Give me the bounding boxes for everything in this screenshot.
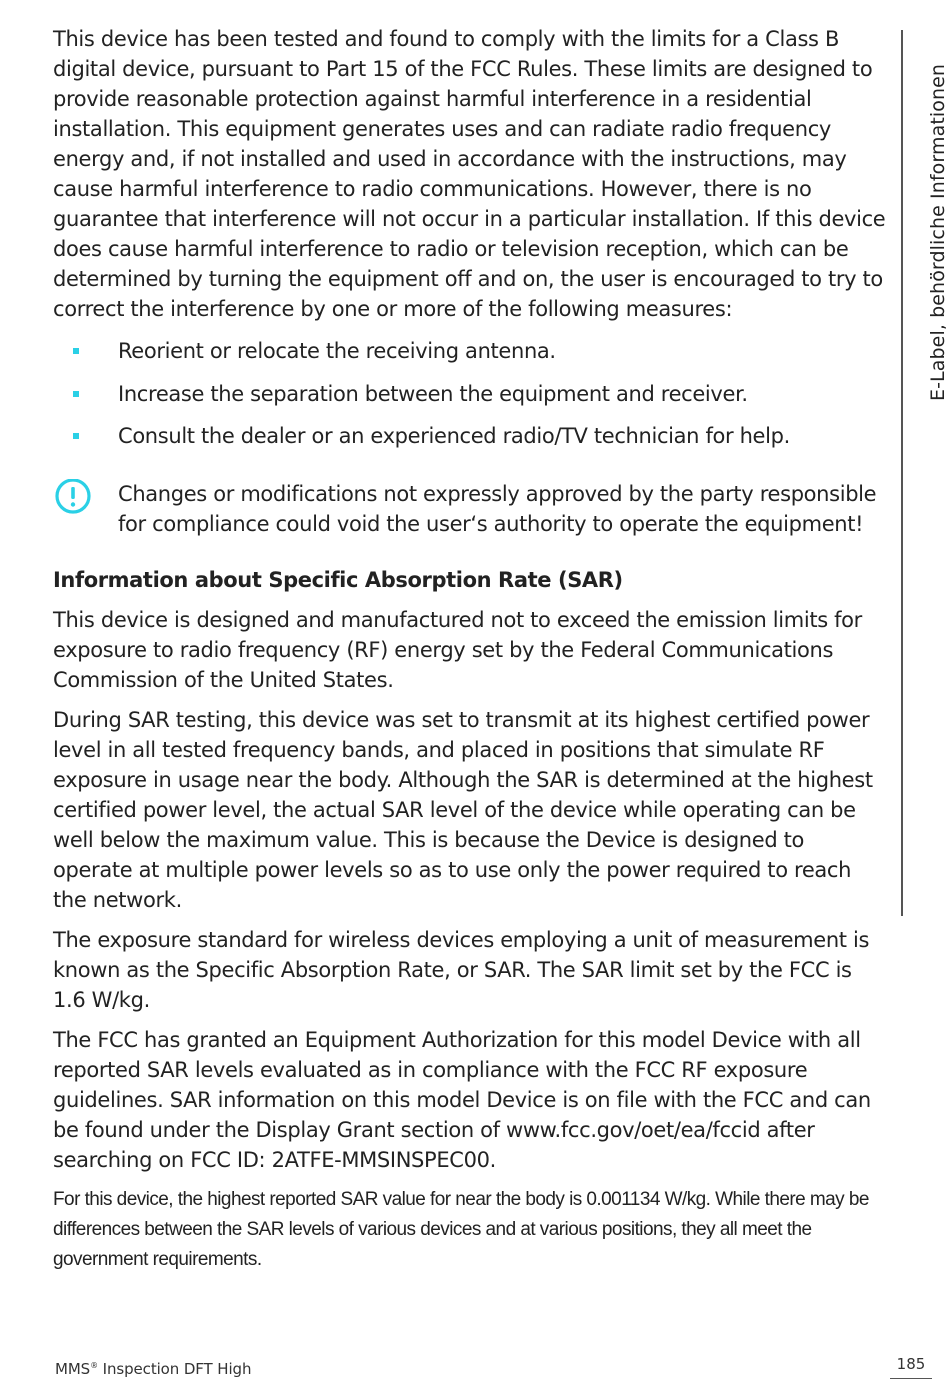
side-tab-label: E-Label, behördliche Informationen (927, 63, 949, 401)
sar-paragraph: The exposure standard for wireless devices employing a unit of measurement is known as the Specific Absorption Rate, or SAR. The SAR limit set by the FCC is 1.6 W/kg. (53, 928, 870, 1012)
sar-value-paragraph: For this device, the highest reported SAR value for near the body is 0.001134 W/kg. While there may be differences between the SAR levels of various devices and at various positions, they all meet the government requirements. (53, 1189, 869, 1270)
warning-text: Changes or modifications not expressly approved by the party responsible for compliance could void the user‘s authority to operate the equipment! (118, 482, 877, 536)
sar-paragraph: The FCC has granted an Equipment Authorization for this model Device with all reported SAR levels evaluated as in compliance with the FCC RF exposure guidelines. SAR information on this model Device is on file with the FCC and can be found under the Display Grant section of www.fcc.gov/oet/ea/fccid after searching on FCC ID: 2ATFE-MMSINSPEC00. (53, 1028, 871, 1172)
measure-text: Reorient or relocate the receiving antenna. (118, 339, 556, 363)
fcc-intro-paragraph: This device has been tested and found to comply with the limits for a Class B digital device, pursuant to Part 15 of the FCC Rules. These limits are designed to provide reasonable protection against harmful interference in a residential installation. This equipment generates uses and can radiate radio frequency energy and, if not installed and used in accordance with the instructions, may cause harmful interference to radio communications. However, there is no guarantee that interference will not occur in a particular installation. If this device does cause harmful interference to radio or television reception, which can be determined by turning the equipment off and on, the user is encouraged to try to correct the interference by one or more of the following measures: (53, 27, 886, 321)
footer-product-name (55, 1356, 251, 1379)
measure-text: Increase the separation between the equipment and receiver. (118, 381, 748, 406)
list-item (53, 379, 888, 409)
sar-paragraph: During SAR testing, this device was set to transmit at its highest certified power level in all tested frequency bands, and placed in positions that simulate RF exposure in usage near the body. Although the SAR is determined at the highest certified power level, the actual SAR level of the device while operating can be well below the maximum value. This is because the Device is designed to operate at multiple power levels so as to use only the power required to reach the network. (53, 708, 873, 912)
sar-paragraph: This device is designed and manufactured not to exceed the emission limits for exposure to radio frequency (RF) energy set by the Federal Communications Commission of the United States. (53, 608, 862, 692)
page-content (53, 24, 888, 1275)
exclamation-circle-icon (53, 479, 93, 519)
list-item (53, 336, 888, 366)
interference-measures-list (53, 336, 888, 451)
measure-text: Consult the dealer or an experienced radio/TV technician for help. (118, 424, 790, 448)
warning-note (53, 479, 888, 539)
side-tab-divider (901, 30, 903, 916)
square-bullet-icon (73, 348, 79, 354)
page-number-underline (890, 1378, 932, 1379)
page-number: 185 (896, 1355, 926, 1373)
square-bullet-icon (73, 433, 79, 439)
sar-heading: Information about Specific Absorption Rate (SAR) (53, 568, 623, 592)
list-item (53, 421, 888, 451)
registered-mark: ® (90, 1361, 99, 1370)
square-bullet-icon (73, 391, 79, 397)
product-suffix: Inspection DFT High (98, 1360, 252, 1378)
product-name: MMS (55, 1360, 91, 1378)
